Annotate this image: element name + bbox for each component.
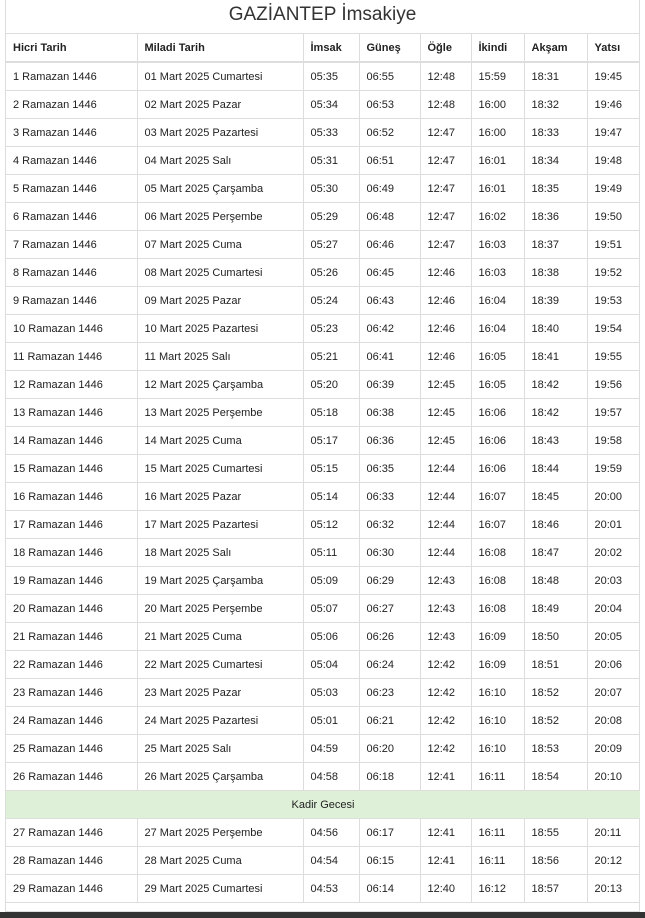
imsakiye-panel (5, 0, 640, 912)
aksam-time-cell: 18:43 (524, 427, 587, 455)
gunes-time-cell: 06:15 (359, 847, 420, 875)
miladi-date-cell: 13 Mart 2025 Perşembe (137, 399, 303, 427)
ikindi-time-cell: 16:05 (471, 371, 524, 399)
aksam-time-cell: 18:45 (524, 483, 587, 511)
column-header-gunes: Güneş (359, 34, 420, 62)
hicri-date-cell: 15 Ramazan 1446 (6, 455, 137, 483)
aksam-time-cell: 18:31 (524, 62, 587, 91)
imsak-time-cell: 05:20 (303, 371, 359, 399)
imsak-time-cell: 05:21 (303, 343, 359, 371)
miladi-date-cell: 27 Mart 2025 Perşembe (137, 819, 303, 847)
table-row (6, 119, 640, 147)
yatsi-time-cell: 19:48 (587, 147, 640, 175)
imsak-time-cell: 04:59 (303, 735, 359, 763)
yatsi-time-cell: 20:03 (587, 567, 640, 595)
table-row (6, 455, 640, 483)
miladi-date-cell: 21 Mart 2025 Cuma (137, 623, 303, 651)
yatsi-time-cell: 20:02 (587, 539, 640, 567)
gunes-time-cell: 06:18 (359, 763, 420, 791)
table-row (6, 175, 640, 203)
yatsi-time-cell: 20:04 (587, 595, 640, 623)
imsak-time-cell: 05:11 (303, 539, 359, 567)
gunes-time-cell: 06:52 (359, 119, 420, 147)
table-row (6, 539, 640, 567)
ikindi-time-cell: 16:05 (471, 343, 524, 371)
aksam-time-cell: 18:34 (524, 147, 587, 175)
yatsi-time-cell: 20:01 (587, 511, 640, 539)
column-header-imsak: İmsak (303, 34, 359, 62)
imsak-time-cell: 05:04 (303, 651, 359, 679)
yatsi-time-cell: 19:53 (587, 287, 640, 315)
ikindi-time-cell: 16:06 (471, 427, 524, 455)
hicri-date-cell: 11 Ramazan 1446 (6, 343, 137, 371)
ikindi-time-cell: 16:04 (471, 315, 524, 343)
table-row (6, 763, 640, 791)
ogle-time-cell: 12:41 (420, 763, 471, 791)
yatsi-time-cell: 20:07 (587, 679, 640, 707)
table-row (6, 399, 640, 427)
page-title: GAZİANTEP İmsakiye (6, 0, 639, 34)
miladi-date-cell: 01 Mart 2025 Cumartesi (137, 62, 303, 91)
ogle-time-cell: 12:45 (420, 371, 471, 399)
yatsi-time-cell: 20:11 (587, 819, 640, 847)
ikindi-time-cell: 16:07 (471, 511, 524, 539)
table-row (6, 62, 640, 91)
ogle-time-cell: 12:48 (420, 91, 471, 119)
aksam-time-cell: 18:33 (524, 119, 587, 147)
hicri-date-cell: 20 Ramazan 1446 (6, 595, 137, 623)
imsak-time-cell: 04:54 (303, 847, 359, 875)
yatsi-time-cell: 19:47 (587, 119, 640, 147)
hicri-date-cell: 7 Ramazan 1446 (6, 231, 137, 259)
yatsi-time-cell: 20:08 (587, 707, 640, 735)
ogle-time-cell: 12:45 (420, 399, 471, 427)
ogle-time-cell: 12:48 (420, 62, 471, 91)
bottom-border (0, 912, 645, 918)
table-row (6, 651, 640, 679)
column-header-yatsi: Yatsı (587, 34, 640, 62)
ogle-time-cell: 12:45 (420, 427, 471, 455)
hicri-date-cell: 29 Ramazan 1446 (6, 875, 137, 903)
ikindi-time-cell: 16:10 (471, 707, 524, 735)
imsak-time-cell: 05:17 (303, 427, 359, 455)
ikindi-time-cell: 16:06 (471, 399, 524, 427)
imsak-time-cell: 05:24 (303, 287, 359, 315)
imsak-time-cell: 05:31 (303, 147, 359, 175)
ogle-time-cell: 12:47 (420, 147, 471, 175)
table-row (6, 595, 640, 623)
ogle-time-cell: 12:42 (420, 651, 471, 679)
aksam-time-cell: 18:42 (524, 371, 587, 399)
gunes-time-cell: 06:51 (359, 147, 420, 175)
hicri-date-cell: 18 Ramazan 1446 (6, 539, 137, 567)
ikindi-time-cell: 16:00 (471, 91, 524, 119)
ikindi-time-cell: 16:01 (471, 147, 524, 175)
gunes-time-cell: 06:24 (359, 651, 420, 679)
ikindi-time-cell: 16:01 (471, 175, 524, 203)
gunes-time-cell: 06:38 (359, 399, 420, 427)
yatsi-time-cell: 19:55 (587, 343, 640, 371)
hicri-date-cell: 16 Ramazan 1446 (6, 483, 137, 511)
gunes-time-cell: 06:49 (359, 175, 420, 203)
aksam-time-cell: 18:32 (524, 91, 587, 119)
hicri-date-cell: 12 Ramazan 1446 (6, 371, 137, 399)
miladi-date-cell: 07 Mart 2025 Cuma (137, 231, 303, 259)
aksam-time-cell: 18:52 (524, 707, 587, 735)
aksam-time-cell: 18:51 (524, 651, 587, 679)
imsak-time-cell: 05:30 (303, 175, 359, 203)
gunes-time-cell: 06:48 (359, 203, 420, 231)
ikindi-time-cell: 16:10 (471, 735, 524, 763)
ogle-time-cell: 12:42 (420, 735, 471, 763)
table-row (6, 875, 640, 903)
ogle-time-cell: 12:44 (420, 511, 471, 539)
table-row (6, 231, 640, 259)
aksam-time-cell: 18:49 (524, 595, 587, 623)
imsak-time-cell: 05:34 (303, 91, 359, 119)
table-row (6, 483, 640, 511)
gunes-time-cell: 06:17 (359, 819, 420, 847)
hicri-date-cell: 1 Ramazan 1446 (6, 62, 137, 91)
yatsi-time-cell: 19:45 (587, 62, 640, 91)
yatsi-time-cell: 20:12 (587, 847, 640, 875)
imsak-time-cell: 05:09 (303, 567, 359, 595)
table-row (6, 91, 640, 119)
miladi-date-cell: 28 Mart 2025 Cuma (137, 847, 303, 875)
ogle-time-cell: 12:43 (420, 595, 471, 623)
table-row (6, 819, 640, 847)
yatsi-time-cell: 20:06 (587, 651, 640, 679)
imsak-time-cell: 05:27 (303, 231, 359, 259)
imsak-time-cell: 05:06 (303, 623, 359, 651)
ikindi-time-cell: 16:04 (471, 287, 524, 315)
ogle-time-cell: 12:43 (420, 623, 471, 651)
yatsi-time-cell: 19:52 (587, 259, 640, 287)
hicri-date-cell: 13 Ramazan 1446 (6, 399, 137, 427)
hicri-date-cell: 26 Ramazan 1446 (6, 763, 137, 791)
yatsi-time-cell: 20:10 (587, 763, 640, 791)
ikindi-time-cell: 16:10 (471, 679, 524, 707)
yatsi-time-cell: 19:58 (587, 427, 640, 455)
kadir-gecesi-row (6, 791, 640, 819)
table-row (6, 707, 640, 735)
yatsi-time-cell: 19:49 (587, 175, 640, 203)
imsak-time-cell: 05:12 (303, 511, 359, 539)
aksam-time-cell: 18:35 (524, 175, 587, 203)
hicri-date-cell: 5 Ramazan 1446 (6, 175, 137, 203)
yatsi-time-cell: 20:05 (587, 623, 640, 651)
imsak-time-cell: 05:01 (303, 707, 359, 735)
ikindi-time-cell: 16:11 (471, 763, 524, 791)
table-row (6, 287, 640, 315)
gunes-time-cell: 06:46 (359, 231, 420, 259)
table-row (6, 623, 640, 651)
ogle-time-cell: 12:47 (420, 203, 471, 231)
yatsi-time-cell: 19:46 (587, 91, 640, 119)
ogle-time-cell: 12:41 (420, 819, 471, 847)
ogle-time-cell: 12:40 (420, 875, 471, 903)
gunes-time-cell: 06:26 (359, 623, 420, 651)
ikindi-time-cell: 16:08 (471, 595, 524, 623)
yatsi-time-cell: 19:57 (587, 399, 640, 427)
imsak-time-cell: 05:26 (303, 259, 359, 287)
ogle-time-cell: 12:46 (420, 343, 471, 371)
gunes-time-cell: 06:55 (359, 62, 420, 91)
gunes-time-cell: 06:23 (359, 679, 420, 707)
aksam-time-cell: 18:39 (524, 287, 587, 315)
imsak-time-cell: 05:29 (303, 203, 359, 231)
table-row (6, 315, 640, 343)
ikindi-time-cell: 16:11 (471, 819, 524, 847)
miladi-date-cell: 03 Mart 2025 Pazartesi (137, 119, 303, 147)
column-header-ikindi: İkindi (471, 34, 524, 62)
ikindi-time-cell: 16:08 (471, 567, 524, 595)
aksam-time-cell: 18:50 (524, 623, 587, 651)
ogle-time-cell: 12:42 (420, 707, 471, 735)
gunes-time-cell: 06:14 (359, 875, 420, 903)
hicri-date-cell: 19 Ramazan 1446 (6, 567, 137, 595)
ikindi-time-cell: 15:59 (471, 62, 524, 91)
miladi-date-cell: 22 Mart 2025 Cumartesi (137, 651, 303, 679)
aksam-time-cell: 18:47 (524, 539, 587, 567)
column-header-ogle: Öğle (420, 34, 471, 62)
ogle-time-cell: 12:44 (420, 483, 471, 511)
ikindi-time-cell: 16:02 (471, 203, 524, 231)
aksam-time-cell: 18:37 (524, 231, 587, 259)
imsak-time-cell: 05:03 (303, 679, 359, 707)
aksam-time-cell: 18:46 (524, 511, 587, 539)
imsak-time-cell: 05:14 (303, 483, 359, 511)
ogle-time-cell: 12:43 (420, 567, 471, 595)
column-header-aksam: Akşam (524, 34, 587, 62)
miladi-date-cell: 02 Mart 2025 Pazar (137, 91, 303, 119)
table-row (6, 371, 640, 399)
ogle-time-cell: 12:47 (420, 175, 471, 203)
table-row (6, 567, 640, 595)
gunes-time-cell: 06:30 (359, 539, 420, 567)
gunes-time-cell: 06:53 (359, 91, 420, 119)
yatsi-time-cell: 20:13 (587, 875, 640, 903)
ogle-time-cell: 12:46 (420, 287, 471, 315)
aksam-time-cell: 18:54 (524, 763, 587, 791)
ikindi-time-cell: 16:03 (471, 231, 524, 259)
table-row (6, 147, 640, 175)
ikindi-time-cell: 16:11 (471, 847, 524, 875)
hicri-date-cell: 6 Ramazan 1446 (6, 203, 137, 231)
ogle-time-cell: 12:44 (420, 539, 471, 567)
table-row (6, 735, 640, 763)
aksam-time-cell: 18:40 (524, 315, 587, 343)
ikindi-time-cell: 16:09 (471, 651, 524, 679)
gunes-time-cell: 06:29 (359, 567, 420, 595)
gunes-time-cell: 06:27 (359, 595, 420, 623)
yatsi-time-cell: 19:56 (587, 371, 640, 399)
miladi-date-cell: 11 Mart 2025 Salı (137, 343, 303, 371)
miladi-date-cell: 08 Mart 2025 Cumartesi (137, 259, 303, 287)
miladi-date-cell: 10 Mart 2025 Pazartesi (137, 315, 303, 343)
miladi-date-cell: 19 Mart 2025 Çarşamba (137, 567, 303, 595)
table-row (6, 427, 640, 455)
imsak-time-cell: 05:33 (303, 119, 359, 147)
table-row (6, 343, 640, 371)
miladi-date-cell: 14 Mart 2025 Cuma (137, 427, 303, 455)
miladi-date-cell: 05 Mart 2025 Çarşamba (137, 175, 303, 203)
imsak-time-cell: 05:15 (303, 455, 359, 483)
aksam-time-cell: 18:57 (524, 875, 587, 903)
miladi-date-cell: 12 Mart 2025 Çarşamba (137, 371, 303, 399)
hicri-date-cell: 14 Ramazan 1446 (6, 427, 137, 455)
ogle-time-cell: 12:46 (420, 315, 471, 343)
table-body (6, 62, 640, 903)
miladi-date-cell: 18 Mart 2025 Salı (137, 539, 303, 567)
miladi-date-cell: 06 Mart 2025 Perşembe (137, 203, 303, 231)
gunes-time-cell: 06:32 (359, 511, 420, 539)
hicri-date-cell: 27 Ramazan 1446 (6, 819, 137, 847)
hicri-date-cell: 22 Ramazan 1446 (6, 651, 137, 679)
gunes-time-cell: 06:21 (359, 707, 420, 735)
ikindi-time-cell: 16:03 (471, 259, 524, 287)
aksam-time-cell: 18:48 (524, 567, 587, 595)
ogle-time-cell: 12:41 (420, 847, 471, 875)
miladi-date-cell: 26 Mart 2025 Çarşamba (137, 763, 303, 791)
ikindi-time-cell: 16:07 (471, 483, 524, 511)
ikindi-time-cell: 16:00 (471, 119, 524, 147)
gunes-time-cell: 06:42 (359, 315, 420, 343)
yatsi-time-cell: 19:59 (587, 455, 640, 483)
hicri-date-cell: 9 Ramazan 1446 (6, 287, 137, 315)
ikindi-time-cell: 16:08 (471, 539, 524, 567)
hicri-date-cell: 3 Ramazan 1446 (6, 119, 137, 147)
gunes-time-cell: 06:39 (359, 371, 420, 399)
aksam-time-cell: 18:38 (524, 259, 587, 287)
imsak-time-cell: 04:58 (303, 763, 359, 791)
aksam-time-cell: 18:56 (524, 847, 587, 875)
miladi-date-cell: 16 Mart 2025 Pazar (137, 483, 303, 511)
table-row (6, 847, 640, 875)
aksam-time-cell: 18:42 (524, 399, 587, 427)
imsak-time-cell: 05:07 (303, 595, 359, 623)
ikindi-time-cell: 16:06 (471, 455, 524, 483)
gunes-time-cell: 06:36 (359, 427, 420, 455)
aksam-time-cell: 18:41 (524, 343, 587, 371)
hicri-date-cell: 28 Ramazan 1446 (6, 847, 137, 875)
hicri-date-cell: 10 Ramazan 1446 (6, 315, 137, 343)
table-row (6, 259, 640, 287)
ogle-time-cell: 12:47 (420, 231, 471, 259)
ikindi-time-cell: 16:09 (471, 623, 524, 651)
imsak-time-cell: 04:56 (303, 819, 359, 847)
hicri-date-cell: 8 Ramazan 1446 (6, 259, 137, 287)
aksam-time-cell: 18:55 (524, 819, 587, 847)
aksam-time-cell: 18:53 (524, 735, 587, 763)
gunes-time-cell: 06:41 (359, 343, 420, 371)
imsak-time-cell: 05:35 (303, 62, 359, 91)
imsak-time-cell: 04:53 (303, 875, 359, 903)
gunes-time-cell: 06:20 (359, 735, 420, 763)
miladi-date-cell: 25 Mart 2025 Salı (137, 735, 303, 763)
imsakiye-table (6, 34, 640, 903)
gunes-time-cell: 06:45 (359, 259, 420, 287)
miladi-date-cell: 29 Mart 2025 Cumartesi (137, 875, 303, 903)
ogle-time-cell: 12:44 (420, 455, 471, 483)
hicri-date-cell: 21 Ramazan 1446 (6, 623, 137, 651)
miladi-date-cell: 09 Mart 2025 Pazar (137, 287, 303, 315)
table-row (6, 511, 640, 539)
yatsi-time-cell: 19:51 (587, 231, 640, 259)
ogle-time-cell: 12:46 (420, 259, 471, 287)
aksam-time-cell: 18:36 (524, 203, 587, 231)
miladi-date-cell: 23 Mart 2025 Pazar (137, 679, 303, 707)
ogle-time-cell: 12:47 (420, 119, 471, 147)
hicri-date-cell: 25 Ramazan 1446 (6, 735, 137, 763)
yatsi-time-cell: 19:54 (587, 315, 640, 343)
hicri-date-cell: 2 Ramazan 1446 (6, 91, 137, 119)
special-night-label: Kadir Gecesi (6, 791, 640, 819)
miladi-date-cell: 24 Mart 2025 Pazartesi (137, 707, 303, 735)
gunes-time-cell: 06:33 (359, 483, 420, 511)
table-row (6, 203, 640, 231)
hicri-date-cell: 23 Ramazan 1446 (6, 679, 137, 707)
table-header-row (6, 34, 640, 62)
ogle-time-cell: 12:42 (420, 679, 471, 707)
miladi-date-cell: 20 Mart 2025 Perşembe (137, 595, 303, 623)
miladi-date-cell: 15 Mart 2025 Cumartesi (137, 455, 303, 483)
column-header-miladi-tarih: Miladi Tarih (137, 34, 303, 62)
hicri-date-cell: 24 Ramazan 1446 (6, 707, 137, 735)
yatsi-time-cell: 20:09 (587, 735, 640, 763)
aksam-time-cell: 18:52 (524, 679, 587, 707)
aksam-time-cell: 18:44 (524, 455, 587, 483)
miladi-date-cell: 04 Mart 2025 Salı (137, 147, 303, 175)
gunes-time-cell: 06:35 (359, 455, 420, 483)
imsak-time-cell: 05:18 (303, 399, 359, 427)
table-row (6, 679, 640, 707)
hicri-date-cell: 17 Ramazan 1446 (6, 511, 137, 539)
ikindi-time-cell: 16:12 (471, 875, 524, 903)
yatsi-time-cell: 20:00 (587, 483, 640, 511)
imsak-time-cell: 05:23 (303, 315, 359, 343)
column-header-hicri-tarih: Hicri Tarih (6, 34, 137, 62)
gunes-time-cell: 06:43 (359, 287, 420, 315)
yatsi-time-cell: 19:50 (587, 203, 640, 231)
hicri-date-cell: 4 Ramazan 1446 (6, 147, 137, 175)
miladi-date-cell: 17 Mart 2025 Pazartesi (137, 511, 303, 539)
